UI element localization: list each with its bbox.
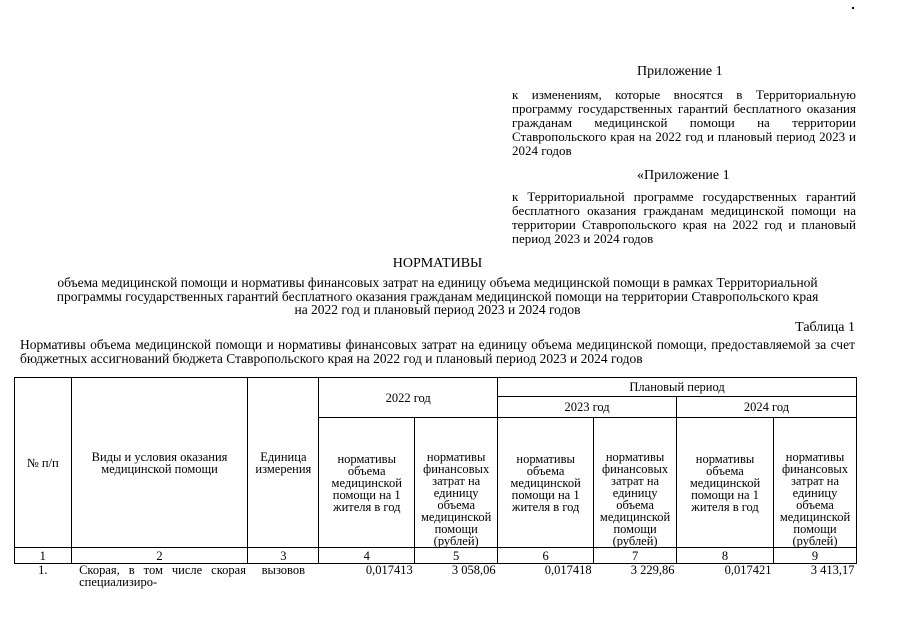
appendix-label: Приложение 1 <box>637 64 723 79</box>
table-caption: Нормативы объема медицинской помощи и нормативы финансовых затрат на единицу объема медицинской помощи, предоставляемой за счет бюджетных ассигнований бюджета Ставропольского края на 2022 год и плановый период 2023 и 2024 годов <box>20 337 855 366</box>
header-plan: Плановый период <box>498 378 857 397</box>
document-subtitle: объема медицинской помощи и нормативы финансовых затрат на единицу объема медицинской помощи в рамках Территориальной программы государственных гарантий бесплатного оказания гражданам медицинской помощи на территории Ставропольского края на 2022 год и плановый период 2023 и 2024 годов <box>56 275 819 317</box>
header-cost-2022: нормативы финансовых затрат на единицу объема медицинской помощи (рублей) <box>415 418 498 548</box>
col-num-2: 2 <box>71 548 248 564</box>
header-number: № п/п <box>15 378 72 548</box>
norms-table <box>14 377 857 608</box>
row-cost-2023: 3 229,86 <box>594 564 677 608</box>
row-volume-2024: 0,017421 <box>677 564 774 608</box>
header-kind: Виды и условия оказания медицинской помощи <box>71 378 248 548</box>
row-kind: Скорая, в том числе скорая специализиро- <box>71 564 248 608</box>
row-cost-2022: 3 058,06 <box>415 564 498 608</box>
appendix-label-2: «Приложение 1 <box>637 168 730 183</box>
row-volume-2023: 0,017418 <box>498 564 594 608</box>
col-num-6: 6 <box>498 548 594 564</box>
appendix-description: к изменениям, которые вносятся в Территориальную программу государственных гарантий бесплатного оказания гражданам медицинской помощи на территории Ставропольского края на 2022 год и плановый период 2023 и 2024 годов <box>512 87 856 158</box>
header-cost-2024: нормативы финансовых затрат на единицу объема медицинской помощи (рублей) <box>774 418 857 548</box>
table-label: Таблица 1 <box>795 320 855 335</box>
header-volume-2022: нормативы объема медицинской помощи на 1 жителя в год <box>319 418 415 548</box>
col-num-1: 1 <box>15 548 72 564</box>
col-num-3: 3 <box>248 548 319 564</box>
header-2024: 2024 год <box>677 397 857 418</box>
row-cost-2024: 3 413,17 <box>774 564 857 608</box>
header-2023: 2023 год <box>498 397 677 418</box>
document-title: НОРМАТИВЫ <box>392 256 483 271</box>
header-volume-2024: нормативы объема медицинской помощи на 1 жителя в год <box>677 418 774 548</box>
col-num-7: 7 <box>594 548 677 564</box>
header-unit: Единица измерения <box>248 378 319 548</box>
col-num-4: 4 <box>319 548 415 564</box>
header-2022: 2022 год <box>319 378 498 418</box>
col-num-9: 9 <box>774 548 857 564</box>
appendix-description-2: к Территориальной программе государственных гарантий бесплатного оказания гражданам медицинской помощи на территории Ставропольского края на 2022 год и плановый период 2023 и 2024 годов <box>512 189 856 246</box>
corner-mark <box>852 7 854 9</box>
row-unit: вызовов <box>248 564 319 608</box>
header-volume-2023: нормативы объема медицинской помощи на 1 жителя в год <box>498 418 594 548</box>
row-volume-2022: 0,017413 <box>319 564 415 608</box>
col-num-8: 8 <box>677 548 774 564</box>
header-cost-2023: нормативы финансовых затрат на единицу объема медицинской помощи (рублей) <box>594 418 677 548</box>
col-num-5: 5 <box>415 548 498 564</box>
row-number: 1. <box>15 564 72 608</box>
